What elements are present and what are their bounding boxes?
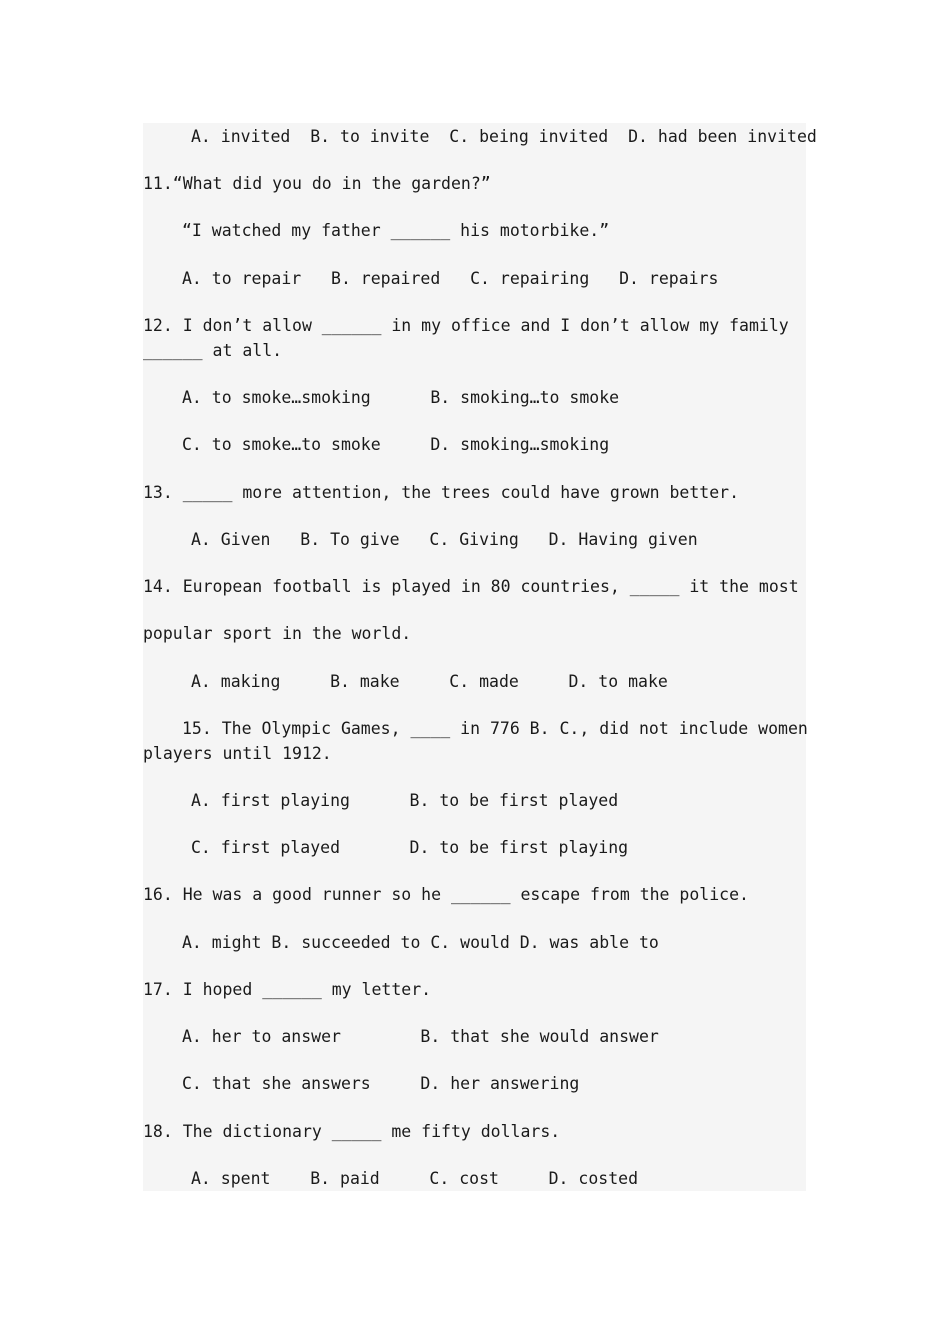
q16-options: A. might B. succeeded to C. would D. was able to <box>182 933 659 952</box>
q15-stem-continued: players until 1912. <box>143 744 332 763</box>
q14-stem: 14. European football is played in 80 countries, _____ it the most <box>143 577 799 596</box>
q12-stem: 12. I don’t allow ______ in my office and I don’t allow my family <box>143 316 789 335</box>
q12-stem-continued: ______ at all. <box>143 341 283 360</box>
q10-options: A. invited B. to invite C. being invited D. had been invited <box>191 127 817 146</box>
q18-stem: 18. The dictionary _____ me fifty dollars. <box>143 1122 561 1141</box>
q11-stem-quote: “I watched my father ______ his motorbike.” <box>182 221 610 240</box>
q16-stem: 16. He was a good runner so he ______ escape from the police. <box>143 885 749 904</box>
q11-stem: 11.“What did you do in the garden?” <box>143 174 491 193</box>
q15-stem: 15. The Olympic Games, ____ in 776 B. C., did not include women <box>182 719 808 738</box>
q15-options-ab: A. first playing B. to be first played <box>191 791 619 810</box>
q15-options-cd: C. first played D. to be first playing <box>191 838 629 857</box>
q14-stem-continued: popular sport in the world. <box>143 624 412 643</box>
q13-options: A. Given B. To give C. Giving D. Having given <box>191 530 698 549</box>
q14-options: A. making B. make C. made D. to make <box>191 672 668 691</box>
q11-options: A. to repair B. repaired C. repairing D. repairs <box>182 269 719 288</box>
q12-options-cd: C. to smoke…to smoke D. smoking…smoking <box>182 435 610 454</box>
q17-options-ab: A. her to answer B. that she would answer <box>182 1027 659 1046</box>
q17-stem: 17. I hoped ______ my letter. <box>143 980 432 999</box>
q13-stem: 13. _____ more attention, the trees could have grown better. <box>143 483 740 502</box>
q12-options-ab: A. to smoke…smoking B. smoking…to smoke <box>182 388 620 407</box>
q18-options: A. spent B. paid C. cost D. costed <box>191 1169 639 1188</box>
q17-options-cd: C. that she answers D. her answering <box>182 1074 580 1093</box>
